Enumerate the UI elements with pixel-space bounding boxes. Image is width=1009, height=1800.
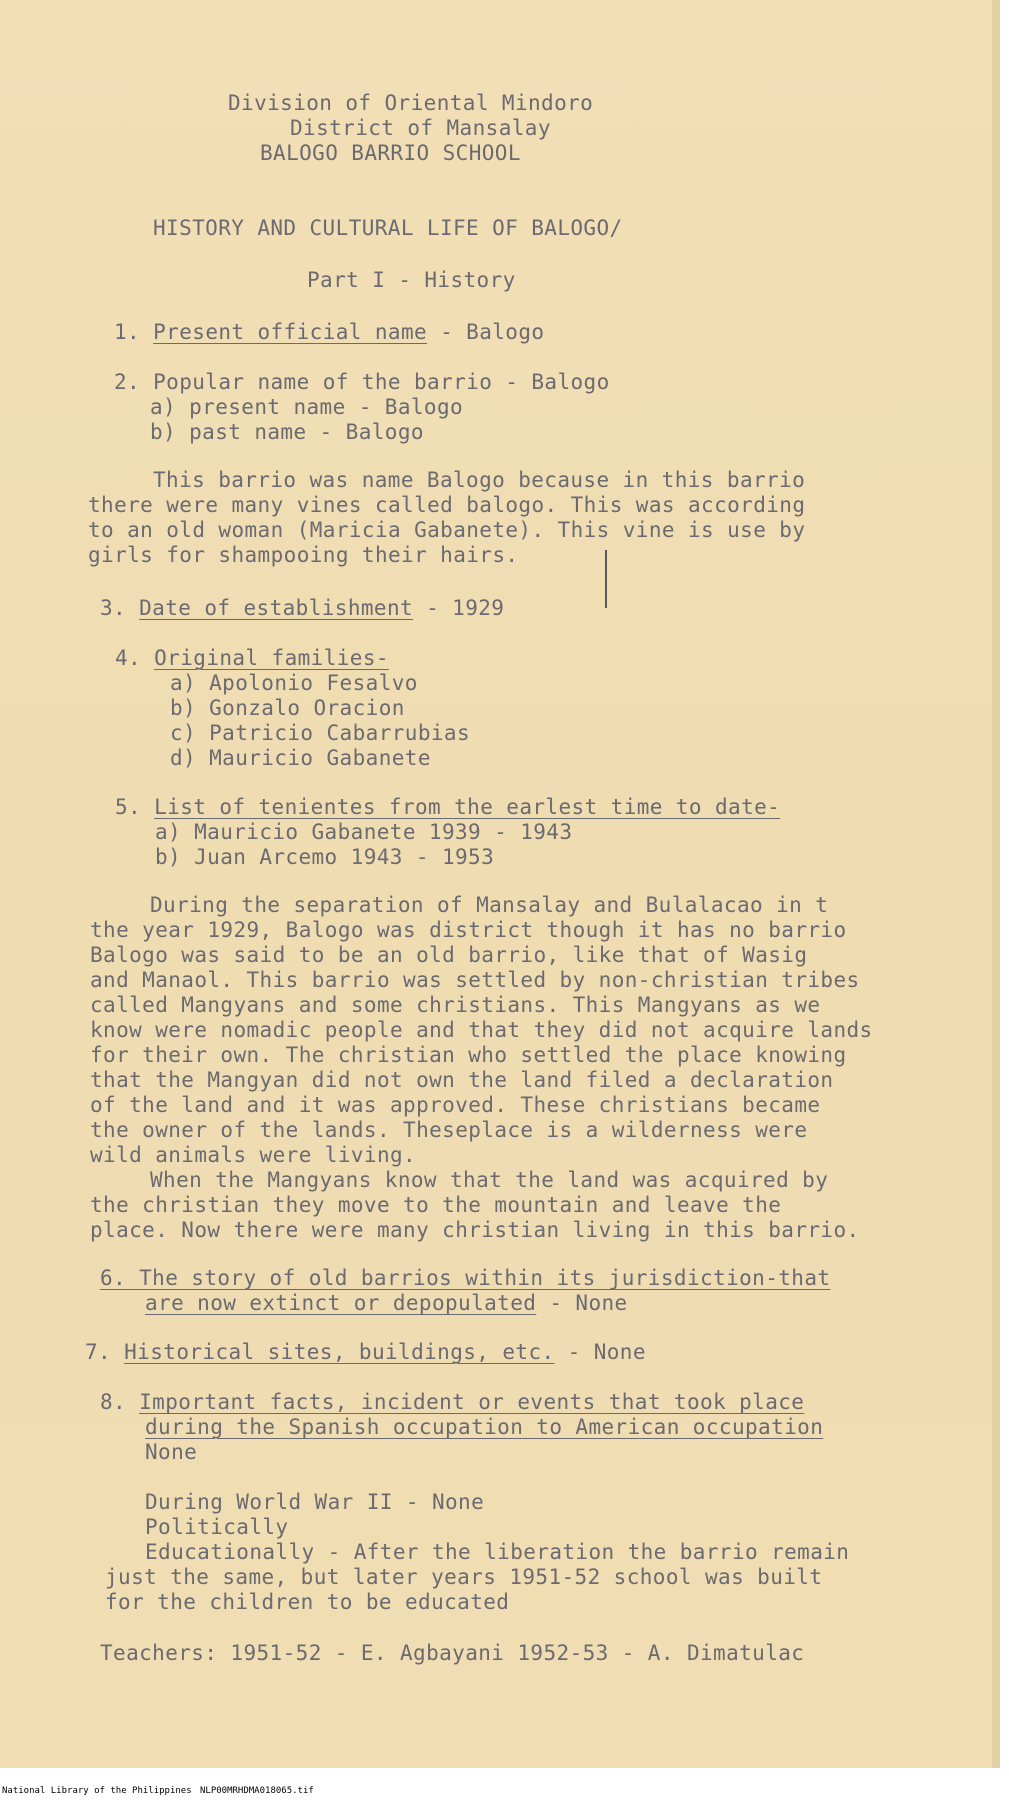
item-3-value: - 1929 bbox=[426, 596, 505, 620]
item-1 bbox=[114, 322, 544, 343]
teniente-2: b) Juan Arcemo 1943 - 1953 bbox=[155, 845, 495, 869]
paragraph-2-line-10: the owner of the lands. Theseplace is a wilderness were bbox=[90, 1118, 808, 1142]
item-8-line-1 bbox=[100, 1392, 804, 1413]
paragraph-2-line-1: During the separation of Mansalay and Bulalacao in t bbox=[150, 893, 829, 917]
item-7-value: - None bbox=[567, 1340, 646, 1364]
paragraph-3-line-3: place. Now there were many christian living in this barrio. bbox=[90, 1218, 860, 1242]
paragraph-2-line-9: of the land and it was approved. These christians became bbox=[90, 1093, 821, 1117]
family-4: d) Mauricio Gabanete bbox=[170, 746, 431, 770]
teniente-1: a) Mauricio Gabanete 1939 - 1943 bbox=[155, 820, 573, 844]
item-2: 2. Popular name of the barrio - Balogo bbox=[114, 370, 610, 394]
item-6-label: are now extinct or depopulated bbox=[145, 1291, 537, 1315]
paragraph-1-line-3: to an old woman (Maricia Gabanete). This vine is use by bbox=[88, 518, 806, 542]
item-7-label: Historical sites, buildings, etc. bbox=[124, 1340, 555, 1364]
item-4-label: Original families- bbox=[154, 646, 389, 670]
footer-library: National Library of the Philippines bbox=[2, 1786, 192, 1796]
item-8-number: 8. bbox=[100, 1390, 127, 1414]
paragraph-3-line-2: the christian they move to the mountain and leave the bbox=[90, 1193, 782, 1217]
item-7-number: 7. bbox=[85, 1340, 112, 1364]
paragraph-2-line-8: that the Mangyan did not own the land filed a declaration bbox=[90, 1068, 834, 1092]
item-2b: b) past name - Balogo bbox=[150, 420, 424, 444]
paragraph-2-line-3: Balogo was said to be an old barrio, like that of Wasig bbox=[90, 943, 808, 967]
document-title: HISTORY AND CULTURAL LIFE OF BALOGO/ bbox=[153, 216, 623, 240]
paragraph-2-line-11: wild animals were living. bbox=[90, 1143, 417, 1167]
paragraph-2-line-5: called Mangyans and some christians. This Mangyans as we bbox=[90, 993, 821, 1017]
part-heading: Part I - History bbox=[307, 268, 516, 292]
item-2a: a) present name - Balogo bbox=[150, 395, 464, 419]
item-3-label: Date of establishment bbox=[139, 596, 414, 620]
paragraph-2-line-7: for their own. The christian who settled the place knowing bbox=[90, 1043, 847, 1067]
item-1-number: 1. bbox=[114, 320, 141, 344]
paragraph-1-line-2: there were many vines called balogo. This was according bbox=[88, 493, 806, 517]
item-1-value: - Balogo bbox=[440, 320, 545, 344]
item-6-line-1: 6. The story of old barrios within its jurisdiction-that bbox=[100, 1266, 831, 1290]
paragraph-4-line-3: Educationally - After the liberation the barrio remain bbox=[145, 1540, 850, 1564]
paragraph-4-line-1: During World War II - None bbox=[145, 1490, 485, 1514]
item-1-label: Present official name bbox=[153, 320, 428, 344]
paragraph-4-line-4: just the same, but later years 1951-52 school was built bbox=[105, 1565, 823, 1589]
item-6-value: - None bbox=[549, 1291, 628, 1315]
teachers-line: Teachers: 1951-52 - E. Agbayani 1952-53 - A. Dimatulac bbox=[100, 1641, 805, 1665]
paragraph-4-line-2: Politically bbox=[145, 1515, 289, 1539]
item-8-line-2: during the Spanish occupation to American occupation bbox=[145, 1415, 824, 1439]
footer-filename: NLP00MRHDMA018065.tif bbox=[200, 1786, 314, 1796]
header-school: BALOGO BARRIO SCHOOL bbox=[260, 141, 521, 165]
paragraph-1-line-4: girls for shampooing their hairs. bbox=[88, 543, 519, 567]
header-division: Division of Oriental Mindoro bbox=[228, 91, 594, 115]
paragraph-2-line-4: and Manaol. This barrio was settled by non-christian tribes bbox=[90, 968, 860, 992]
paragraph-2-line-6: know were nomadic people and that they did not acquire lands bbox=[90, 1018, 873, 1042]
item-8-label-1: Important facts, incident or events that took place bbox=[139, 1390, 805, 1414]
page-edge bbox=[992, 0, 1000, 1768]
family-1: a) Apolonio Fesalvo bbox=[170, 671, 418, 695]
item-3 bbox=[100, 598, 504, 619]
paragraph-2-line-2: the year 1929, Balogo was district though it has no barrio bbox=[90, 918, 847, 942]
margin-mark bbox=[605, 550, 607, 608]
paragraph-4-line-5: for the children to be educated bbox=[105, 1590, 510, 1614]
item-4 bbox=[115, 648, 389, 669]
item-4-number: 4. bbox=[115, 646, 142, 670]
item-5-number: 5. bbox=[115, 795, 142, 819]
family-2: b) Gonzalo Oracion bbox=[170, 696, 405, 720]
item-5 bbox=[115, 797, 780, 818]
item-6-line-2 bbox=[145, 1293, 628, 1314]
item-5-label: List of tenientes from the earlest time to date- bbox=[154, 795, 781, 819]
paragraph-3-line-1: When the Mangyans know that the land was acquired by bbox=[150, 1168, 829, 1192]
scan-footer bbox=[0, 1783, 1009, 1800]
item-8-value: None bbox=[145, 1440, 198, 1464]
item-3-number: 3. bbox=[100, 596, 127, 620]
item-7 bbox=[85, 1342, 646, 1363]
paragraph-1-line-1: This barrio was name Balogo because in this barrio bbox=[153, 468, 806, 492]
family-3: c) Patricio Cabarrubias bbox=[170, 721, 470, 745]
header-district: District of Mansalay bbox=[290, 116, 551, 140]
